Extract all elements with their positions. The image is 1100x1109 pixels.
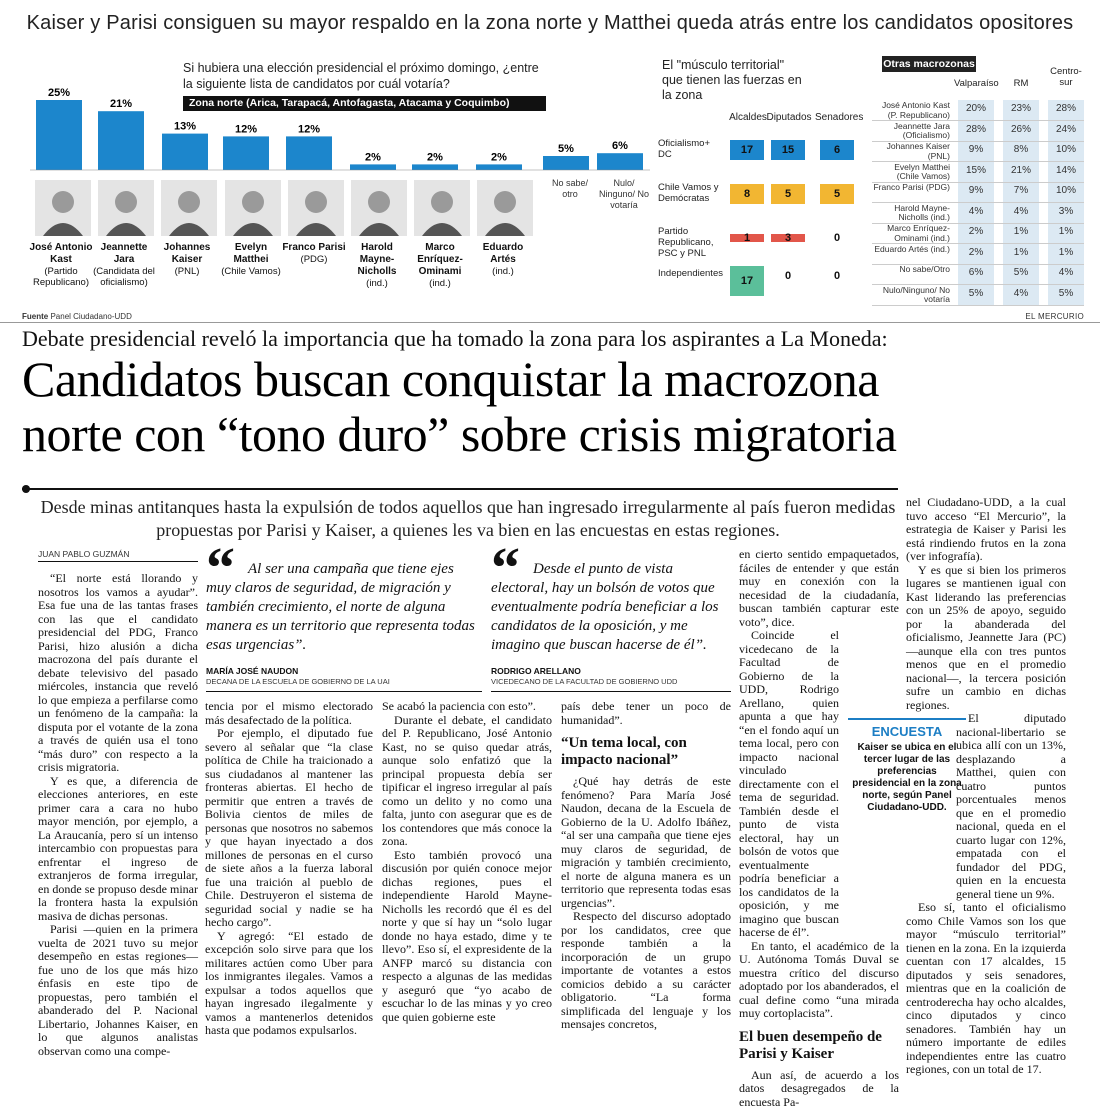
candidate-caption [470, 242, 536, 277]
source-label: Fuente [22, 312, 48, 321]
paragraph: tencia por el mismo electorado más desafectado de la política. [205, 700, 373, 727]
paragraph: en cierto sentido empaquetados, fáciles de entender y que están muy en conexión con la necesidad de la ciudadanía, buscan también capturar este voto”, dice. [739, 548, 899, 629]
quote-rule [206, 691, 482, 692]
column-5 [739, 548, 899, 1109]
paragraph: Eso sí, tanto el oficialismo como Chile Vamos son los que mayor “músculo territorial” tienen en la zona. En la izquierda cuentan con 17 alcaldes, 15 diputados y seis senadores, mientras que en la coalición de centroderecha hay ocho alcaldes, cinco diputados y cinco senadores. También hay un número importante de ediles independientes entre las cuatro regiones, con un total de 17. [906, 901, 1066, 1077]
candidate-name: Marco Enríquez-Ominami [407, 242, 473, 278]
candidate-portrait [98, 180, 154, 236]
paragraph: Se acabó la paciencia con esto”. [382, 700, 552, 714]
paragraph: Parisi —quien en la primera vuelta de 2021 tuvo su mejor desempeño en estas regiones— fue uno de los que más hizo énfasis en este tipo de propuestas, pero también el abanderado del P. Nacional Libertario, Johannes Kaiser, en lo que algunos analistas observan como una compe- [38, 923, 198, 1058]
paragraph: Esto también provocó una discusión por quién conoce mejor dichas regiones, pues el independiente Harold Mayne-Nicholls les recordó que él es del norte y que sí hay un “solo lugar donde no haya estado, dime y te llevo”. Eso sí, el expresidente de la ANFP marcó su distancia con respecto a algunas de las medidas y aseguró que “yo acabo de escuchar lo de las minas y yo creo que quien gobierne este [382, 849, 552, 1025]
macro-row-label: Nulo/Ninguno/ No votaría [872, 286, 950, 305]
bar-value-label: 13% [174, 121, 196, 133]
bar-value-label: 2% [427, 151, 443, 163]
macro-cell: 26% [1003, 121, 1039, 139]
quote-rule [491, 691, 731, 692]
deck: Desde minas antitanques hasta la expulsión de todos aquellos que han ingresado irregularmente al país fueron medidas propuestas por Parisi y Kaiser, a quienes les va bien en las encuestas en estas regiones. [38, 496, 898, 542]
macro-cell: 4% [958, 203, 994, 221]
nulo-label: Nulo/ Ninguno/ No votaría [598, 178, 650, 211]
macro-row-label: Marco Enríquez-Ominami (ind.) [872, 224, 950, 243]
candidate-portrait [414, 180, 470, 236]
headline [22, 352, 1092, 462]
candidate-caption [281, 242, 347, 265]
bar-value-label: 5% [558, 143, 574, 155]
nsotro-label: No sabe/ otro [545, 178, 595, 200]
fuerzas-row-label: Chile Vamos y Demócratas [658, 182, 726, 204]
paragraph: Coincide el vicedecano de la Facultad de Gobierno de la UDD, Rodrigo Arellano, quien apunta a que hay “en el fondo aquí un tema local, pero con impacto nacional vinculado directamente con el tema de seguridad. También desde el punto de vista electoral, hay un bolsón de votos que eventualmente podría beneficiar a los candidatos de la oposición, y me imagino que buscan hacerse de él”. [739, 629, 839, 940]
column-1 [38, 572, 198, 1058]
fuerzas-title: El "músculo territorial" que tienen las fuerzas en la zona [662, 58, 802, 103]
candidate-name: Franco Parisi [281, 242, 347, 254]
poll-question: Si hubiera una elección presidencial el próximo domingo, ¿entre la siguiente lista de candidatos por cuál votaría? [183, 60, 543, 92]
fuerzas-cell: 17 [730, 140, 764, 160]
pull-quote-1: Al ser una campaña que tiene ejes muy claros de seguridad, de migración y también crecimiento, el norte de alguna manera es un territorio que representa todas esas urgencias”. [206, 560, 482, 655]
pull-quote-2: Desde el punto de vista electoral, hay un bolsón de votos que eventualmente podría beneficiar a los candidatos de la oposición, y me imagino que buscan hacerse de él”. [491, 560, 731, 655]
macro-row-label: Eduardo Artés (ind.) [872, 245, 950, 255]
paragraph: ¿Qué hay detrás de este fenómeno? Para María José Naudon, decana de la Escuela de Gobierno de la U. Adolfo Ibáñez, “al ser una campaña que tiene ejes muy claros de seguridad, de migración y también crecimiento, el norte de alguna manera es un territorio que representa todas esas urgencias”. [561, 775, 731, 910]
quote-1-author: MARÍA JOSÉ NAUDON [206, 666, 298, 676]
macro-cell: 7% [1003, 182, 1039, 200]
fuerzas-cell: 5 [771, 184, 805, 204]
column-3 [382, 700, 552, 1024]
macro-column-header: Valparaíso [954, 78, 998, 89]
candidate-caption [218, 242, 284, 277]
bar-value-label: 6% [612, 140, 628, 152]
paragraph: país debe tener un poco de humanidad”. [561, 700, 731, 727]
macro-row-label: Evelyn Matthei (Chile Vamos) [872, 163, 950, 182]
byline-rule [38, 561, 198, 562]
candidate-caption [28, 242, 94, 288]
bar [597, 153, 643, 170]
candidate-party: (PDG) [281, 254, 347, 265]
macro-row-label: Harold Mayne-Nicholls (ind.) [872, 204, 950, 223]
fuerzas-column-header: Senadores [815, 112, 861, 123]
fuerzas-cell: 6 [820, 140, 854, 160]
macro-cell: 1% [1048, 223, 1084, 241]
macro-cell: 9% [958, 182, 994, 200]
quote-2-author: RODRIGO ARELLANO [491, 666, 581, 676]
fuerzas-cell: 0 [820, 266, 854, 286]
candidate-portrait [477, 180, 533, 236]
newspaper-credit: EL MERCURIO [1025, 312, 1084, 321]
infographic [0, 46, 1100, 310]
candidate-caption [154, 242, 220, 277]
candidate-party: (Candidata del oficialismo) [91, 266, 157, 288]
quote-1-role: DECANA DE LA ESCUELA DE GOBIERNO DE LA UAI [206, 677, 390, 686]
bar-value-label: 12% [298, 123, 320, 135]
candidate-portrait [161, 180, 217, 236]
candidate-caption [91, 242, 157, 288]
paragraph: Y es que si bien los primeros lugares se mantienen igual con Kast liderando las preferencias con un 25% de apoyo, seguido por la abanderada del oficialismo, Jeannette Jara (PC) —aunque ella con tres puntos menos que en el promedio nacional—, la tercera posición sufre un cambio en dichas regiones. [906, 564, 1066, 713]
paragraph: Aun así, de acuerdo a los datos desagregados de la encuesta Pa- [739, 1069, 899, 1109]
paragraph: Durante el debate, el candidato del P. Republicano, José Antonio Kast, no se quiso quedar atrás, aunque solo enfatizó que la principal propuesta debía ser tipificar el ingreso irregular al país como un delito y no como una falta, junto con asegurar que es de los contendores que más conoce la zona. [382, 714, 552, 849]
deck-rule [22, 488, 898, 490]
candidate-name: José Antonio Kast [28, 242, 94, 266]
fuerzas-row-label: Oficialismo+ DC [658, 138, 726, 160]
macro-cell: 2% [958, 223, 994, 241]
bar [223, 136, 269, 170]
paragraph: Respecto del discurso adoptado por los candidatos, cree que responde también a la incorporación de un grupo importante de votantes a estos comicios debido a su carácter obligatorio. “La forma simplificada del lenguaje y los mensajes concretos, [561, 910, 731, 1032]
deck-bullet [22, 485, 30, 493]
source-line [22, 312, 132, 321]
bar [286, 136, 332, 170]
macro-cell: 3% [1048, 203, 1084, 221]
macro-title: Otras macrozonas [882, 56, 976, 72]
fuerzas-column-header: Alcaldes [725, 112, 771, 123]
fuerzas-cell: 0 [771, 266, 805, 286]
candidate-party: (Partido Republicano) [28, 266, 94, 288]
paragraph: “El norte está llorando y nosotros los vamos a ayudar”. Esa fue una de las tantas frases con las que el candidato presidencial del PDG, Franco Parisi, hizo alusión a dicha macrozona del país durante el debate televisivo del pasado miércoles, instancia que reveló lo que empieza a perfilarse como un fenómeno de la campaña: la disputa por el votante de la zona a través de quién usa el tono “más duro” con respecto a la crisis migratoria. [38, 572, 198, 775]
fuerzas-cell: 15 [771, 140, 805, 160]
zone-banner: Zona norte (Arica, Tarapacá, Antofagasta, Atacama y Coquimbo) [183, 96, 546, 111]
candidate-party: (ind.) [407, 278, 473, 289]
macro-cell: 5% [958, 285, 994, 303]
bar [412, 164, 458, 170]
candidate-portrait [288, 180, 344, 236]
candidate-name: Harold Mayne-Nicholls [344, 242, 410, 278]
macro-cell: 23% [1003, 100, 1039, 118]
macro-cell: 6% [958, 264, 994, 282]
paragraph: nel Ciudadano-UDD, a la cual tuvo acceso “El Mercurio”, la estrategia de Kaiser y Parisi les está rindiendo frutos en la zona (ver infografía). [906, 496, 1066, 564]
bar [98, 111, 144, 170]
fuerzas-cell: 1 [730, 234, 764, 242]
candidate-caption [344, 242, 410, 289]
macro-cell: 24% [1048, 121, 1084, 139]
macro-cell: 4% [1003, 285, 1039, 303]
paragraph: Y es que, a diferencia de elecciones anteriores, en este primer cara a cara no hubo mayor mención, por ejemplo, a La Araucanía, pero sí un intenso intercambio con propuestas para enfrentar el ingreso de extranjeros de forma irregular, en donde se propuso desde minar la frontera hasta la expulsión masiva de dichas personas. [38, 775, 198, 924]
paragraph: En tanto, el académico de la U. Autónoma Tomás Duval se muestra crítico del discurso adoptado por los abanderados, el cual define como “una mirada muy cortoplacista”. [739, 940, 899, 1021]
macro-cell: 5% [1003, 264, 1039, 282]
macro-cell: 14% [1048, 162, 1084, 180]
bar-value-label: 21% [110, 98, 132, 110]
macro-cell: 20% [958, 100, 994, 118]
infographic-title: Kaiser y Parisi consiguen su mayor respaldo en la zona norte y Matthei queda atrás entre los candidatos opositores [0, 0, 1100, 46]
macro-cell: 9% [958, 141, 994, 159]
candidate-name: Eduardo Artés [470, 242, 536, 266]
headline-line-2: norte con “tono duro” sobre crisis migratoria [22, 407, 1092, 462]
macro-row-divider [872, 305, 1084, 306]
encuesta-title: ENCUESTA [848, 724, 966, 739]
fuerzas-cell: 3 [771, 234, 805, 242]
source-value: Panel Ciudadano-UDD [50, 312, 131, 321]
macro-cell: 1% [1003, 244, 1039, 262]
macro-cell: 21% [1003, 162, 1039, 180]
macro-row-label: No sabe/Otro [872, 265, 950, 275]
quote-mark-icon: “ [491, 548, 520, 588]
candidate-party: (Chile Vamos) [218, 266, 284, 277]
divider [0, 322, 1100, 323]
candidate-portrait [225, 180, 281, 236]
macro-column-header: Centro-sur [1044, 66, 1088, 88]
candidate-party: (PNL) [154, 266, 220, 277]
macro-cell: 10% [1048, 141, 1084, 159]
paragraph: Y agregó: “El estado de excepción solo sirve para que los militares actúen como Uber para los inmigrantes ilegales. Vamos a expulsar a todos aquellos que hayan ingresado ilegalmente y vamos a mantenerlos detenidos hasta que podamos expulsarlos. [205, 930, 373, 1038]
fuerzas-cell: 5 [820, 184, 854, 204]
subhead: “Un tema local, con impacto nacional” [561, 735, 731, 769]
macro-row-label: Jeannette Jara (Oficialismo) [872, 122, 950, 141]
column-6 [906, 496, 1066, 1077]
macro-cell: 1% [1048, 244, 1084, 262]
macro-row-label: José Antonio Kast (P. Republicano) [872, 101, 950, 120]
macro-cell: 28% [1048, 100, 1084, 118]
quote-2-role: VICEDECANO DE LA FACULTAD DE GOBIERNO UDD [491, 677, 677, 686]
bar [350, 164, 396, 170]
bar-value-label: 12% [235, 123, 257, 135]
macro-row-label: Johannes Kaiser (PNL) [872, 142, 950, 161]
bar [543, 156, 589, 170]
paragraph: Por ejemplo, el diputado fue severo al señalar que “la clase política de Chile ha traicionado a sus ciudadanos al mantener las fronteras abiertas. El hecho de permitir que entren a través de Bolivia cientos de miles de personas que nosotros no sabemos y que hayan inyectado a dos millones de personas en el curso de siete años a la fuerza laboral fue una traición al pueblo de Chile. Destruyeron el sistema de seguridad social y nadie se ha hecho cargo”. [205, 727, 373, 930]
bar-value-label: 2% [365, 151, 381, 163]
candidate-party: (ind.) [344, 278, 410, 289]
macro-cell: 28% [958, 121, 994, 139]
paragraph: El diputado nacional-libertario se ubica allí con un 13%, desplazando a Matthei, quien con cuatro puntos porcentuales menos que en el promedio nacional, queda en el cuarto lugar con 12%, empatada con el fundador del PDG, quien en la encuesta general tiene un 9%. [956, 712, 1066, 901]
encuesta-text: Kaiser se ubica en el tercer lugar de las preferencias presidencial en la zona norte, según Panel Ciudadano-UDD. [848, 742, 966, 814]
quote-mark-icon: “ [206, 548, 235, 588]
candidate-portrait [351, 180, 407, 236]
fuerzas-row-label: Partido Republicano, PSC y PNL [658, 226, 726, 259]
bar [162, 134, 208, 170]
column-2 [205, 700, 373, 1038]
candidate-caption [407, 242, 473, 289]
bar [36, 100, 82, 170]
column-4 [561, 700, 731, 1032]
macro-column-header: RM [999, 78, 1043, 89]
byline: JUAN PABLO GUZMÁN [38, 549, 129, 559]
macro-cell: 4% [1003, 203, 1039, 221]
candidate-party: (ind.) [470, 266, 536, 277]
candidate-name: Evelyn Matthei [218, 242, 284, 266]
fuerzas-cell: 17 [730, 266, 764, 296]
candidate-name: Jeannette Jara [91, 242, 157, 266]
kicker: Debate presidencial reveló la importancia que ha tomado la zona para los aspirantes a La Moneda: [22, 326, 1082, 352]
macro-cell: 10% [1048, 182, 1084, 200]
fuerzas-cell: 8 [730, 184, 764, 204]
fuerzas-column-header: Diputados [766, 112, 812, 123]
subhead: El buen desempeño de Parisi y Kaiser [739, 1029, 899, 1063]
macro-cell: 1% [1003, 223, 1039, 241]
bar [476, 164, 522, 170]
fuerzas-cell: 0 [820, 228, 854, 248]
macro-cell: 5% [1048, 285, 1084, 303]
macro-cell: 15% [958, 162, 994, 180]
candidate-portrait [35, 180, 91, 236]
bar-value-label: 25% [48, 87, 70, 99]
macro-row-label: Franco Parisi (PDG) [872, 183, 950, 193]
fuerzas-row-label: Independientes [658, 268, 726, 279]
macro-cell: 4% [1048, 264, 1084, 282]
candidate-name: Johannes Kaiser [154, 242, 220, 266]
headline-line-1: Candidatos buscan conquistar la macrozona [22, 352, 1092, 407]
macro-cell: 2% [958, 244, 994, 262]
bar-value-label: 2% [491, 151, 507, 163]
macro-cell: 8% [1003, 141, 1039, 159]
